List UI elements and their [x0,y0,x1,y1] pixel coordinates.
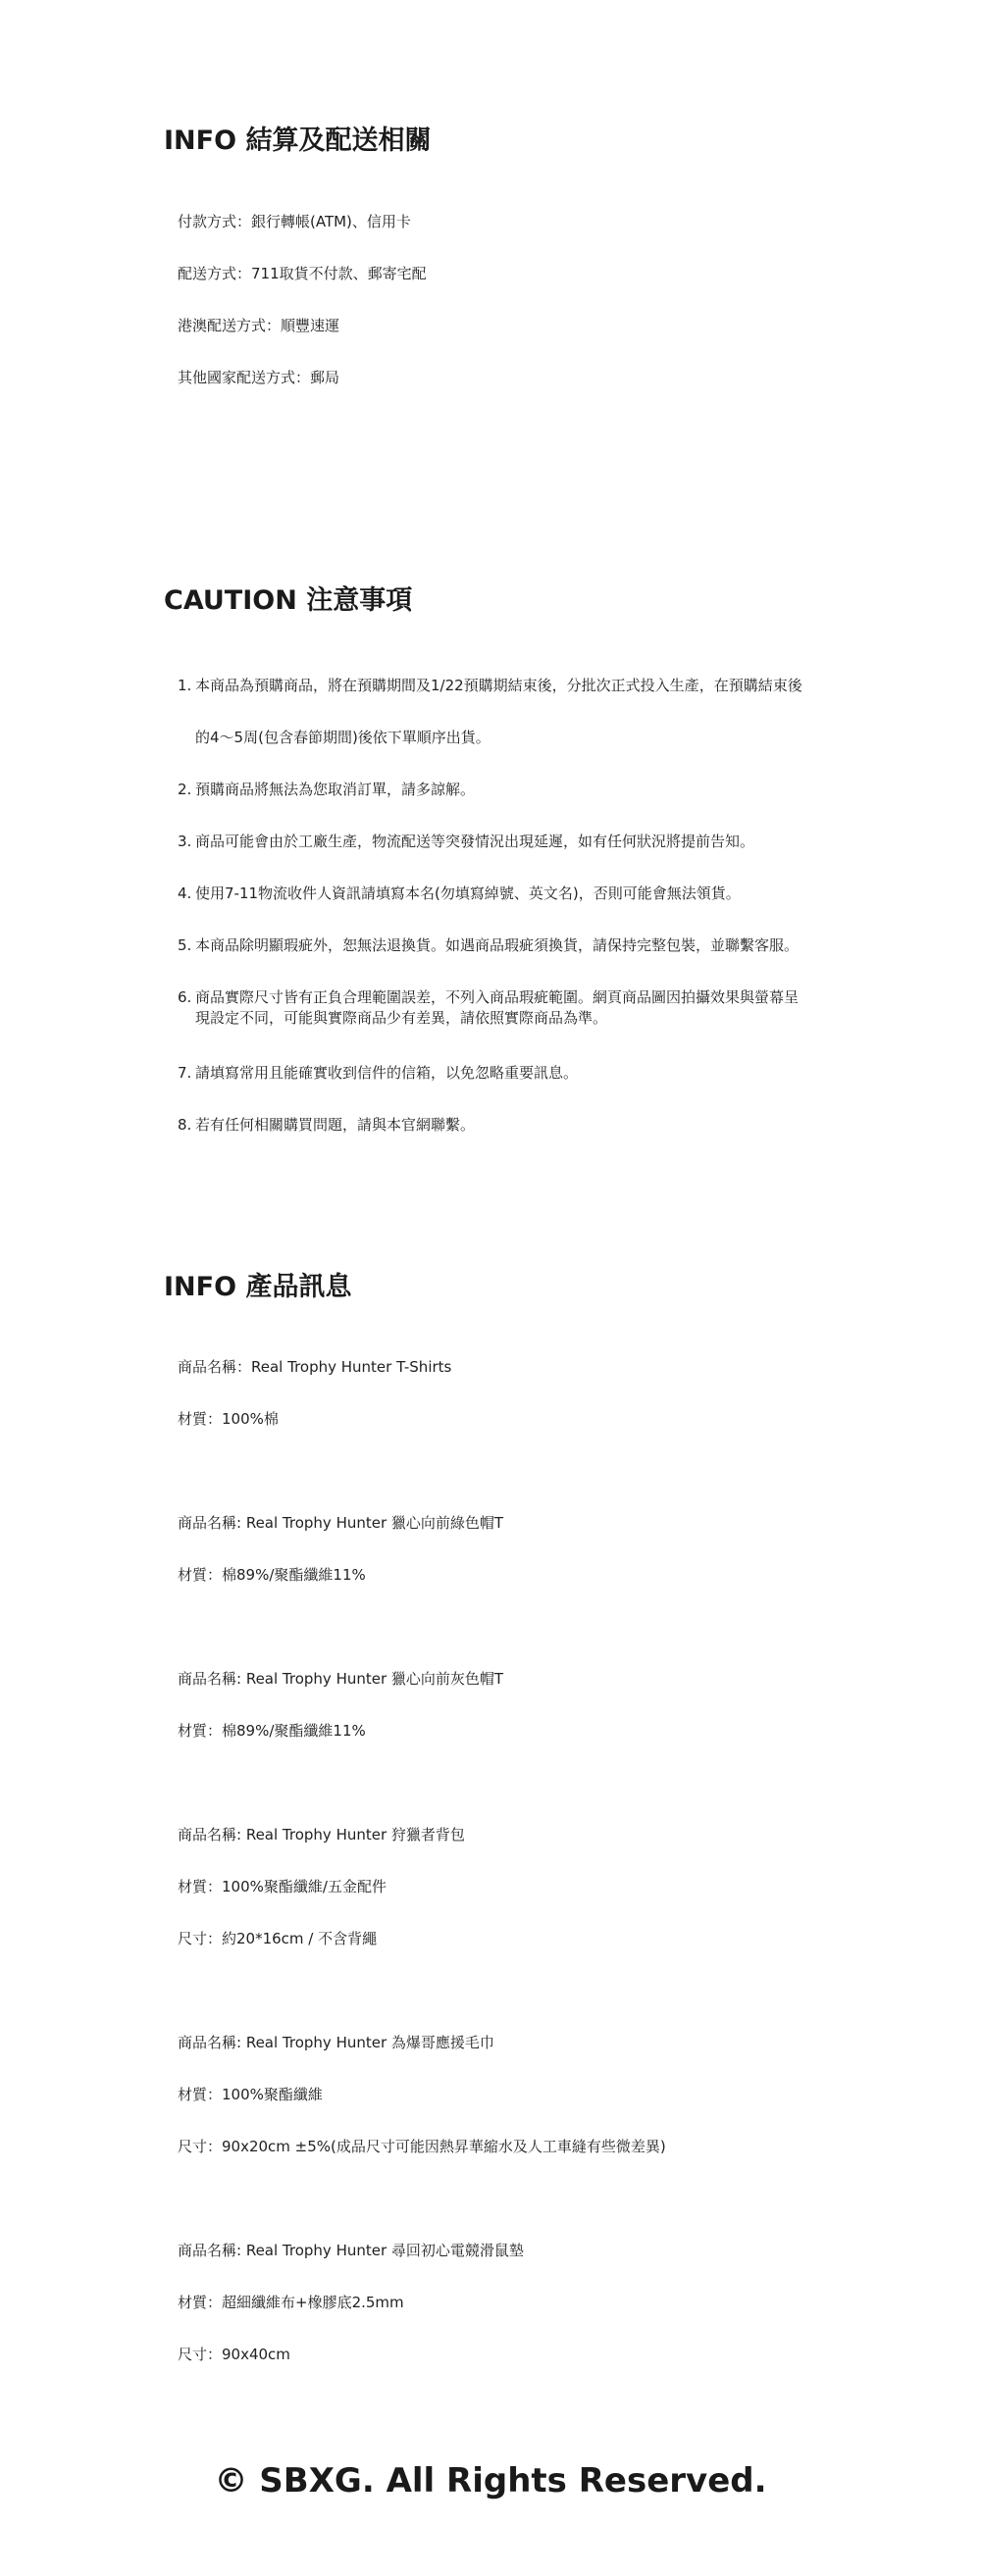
caution-item-text [195,676,882,747]
shipping-method-line: 配送方式：711取貨不付款、郵寄宅配 [178,265,427,282]
caution-item-number: 6. [178,988,192,1006]
product-material-line: 材質：100%聚酯纖維 [178,2086,323,2103]
product-material-line: 材質：棉89%/聚酯纖維11% [178,1722,366,1740]
caution-item-number: 8. [178,1116,192,1134]
product-name-line: 商品名稱: Real Trophy Hunter 為爆哥應援毛巾 [178,2034,494,2051]
caution-item-text: 預購商品將無法為您取消訂單，請多諒解。 [195,781,476,798]
caution-item-line: 的4～5周(包含春節期間)後依下單順序出貨。 [195,729,490,746]
caution-item-text: 請填寫常用且能確實收到信件的信箱，以免忽略重要訊息。 [195,1064,579,1082]
caution-item-number: 1. [178,677,192,694]
product-material-line: 材質：棉89%/聚酯纖維11% [178,1566,366,1584]
product-size-line: 尺寸：90x40cm [178,2346,290,2363]
caution-section [164,584,851,1134]
caution-item-text: 使用7-11物流收件人資訊請填寫本名(勿填寫綽號、英文名)，否則可能會無法領貨。 [195,884,741,902]
caution-item-text: 本商品除明顯瑕疵外，恕無法退換貨。如遇商品瑕疵須換貨，請保持完整包裝，並聯繫客服。 [195,936,800,954]
product-name-line: 商品名稱: Real Trophy Hunter 獵心向前綠色帽T [178,1514,504,1532]
caution-item-number: 2. [178,781,192,798]
caution-item-number: 4. [178,884,192,902]
product-name-line: 商品名稱: Real Trophy Hunter 狩獵者背包 [178,1826,465,1844]
caution-item-text [195,987,882,1028]
product-name-line: 商品名稱：Real Trophy Hunter T-Shirts [178,1358,452,1376]
payment-section [164,125,851,386]
caution-item-text: 商品可能會由於工廠生產，物流配送等突發情況出現延遲，如有任何狀況將提前告知。 [195,833,755,850]
caution-item-number: 7. [178,1064,192,1082]
caution-item-line: 本商品為預購商品，將在預購期間及1/22預購期結束後，分批次正式投入生產，在預購結束後 [195,677,802,694]
product-material-line: 材質：100%棉 [178,1410,279,1428]
payment-method-line: 付款方式：銀行轉帳(ATM)、信用卡 [178,213,411,230]
copyright-footer: © SBXG. All Rights Reserved. [214,2461,767,2500]
caution-item-number: 5. [178,936,192,954]
product-size-line: 尺寸：約20*16cm / 不含背繩 [178,1930,378,1947]
caution-section-title: CAUTION 注意事項 [164,585,413,616]
hk-macau-shipping-line: 港澳配送方式：順豐速運 [178,317,340,334]
product-section [164,1271,851,2363]
product-material-line: 材質：100%聚酯纖維/五金配件 [178,1878,387,1895]
product-section-title: INFO 產品訊息 [164,1272,352,1302]
caution-item-line: 現設定不同，可能與實際商品少有差異，請依照實際商品為準。 [195,1009,608,1027]
other-countries-shipping-line: 其他國家配送方式：郵局 [178,369,340,386]
product-material-line: 材質：超細纖維布+橡膠底2.5mm [178,2294,404,2311]
product-size-line: 尺寸：90x20cm ±5%(成品尺寸可能因熱昇華縮水及人工車縫有些微差異) [178,2138,666,2155]
product-name-line: 商品名稱: Real Trophy Hunter 獵心向前灰色帽T [178,1670,504,1688]
product-name-line: 商品名稱: Real Trophy Hunter 尋回初心電競滑鼠墊 [178,2242,524,2259]
caution-item-line: 商品實際尺寸皆有正負合理範圍誤差，不列入商品瑕疵範圍。網頁商品圖因拍攝效果與螢幕呈 [195,988,800,1006]
caution-item-number: 3. [178,833,192,850]
caution-item-text: 若有任何相關購買問題，請與本官網聯繫。 [195,1116,476,1134]
payment-section-title: INFO 結算及配送相關 [164,126,432,156]
